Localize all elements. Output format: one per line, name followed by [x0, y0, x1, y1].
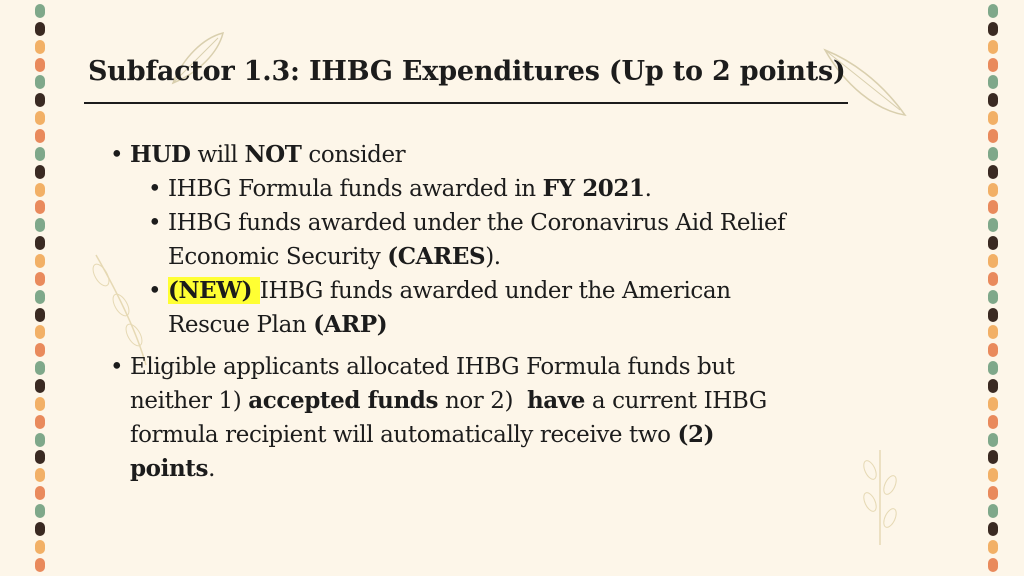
bead-icon: [35, 254, 45, 268]
bead-icon: [988, 558, 998, 572]
sub-bullet-arp: • (NEW) IHBG funds awarded under the American Rescue Plan (ARP): [110, 274, 830, 342]
bead-icon: [35, 93, 45, 107]
bead-icon: [988, 183, 998, 197]
bead-icon: [988, 218, 998, 232]
bead-icon: [988, 522, 998, 536]
bullet-dot: •: [148, 278, 162, 304]
bead-icon: [988, 254, 998, 268]
bead-icon: [35, 468, 45, 482]
bead-icon: [35, 165, 45, 179]
bullet-dot: •: [148, 176, 162, 202]
bullet-dot: •: [110, 142, 124, 168]
bead-icon: [35, 361, 45, 375]
bead-icon: [35, 236, 45, 250]
sub-bullet-fy2021: • IHBG Formula funds awarded in FY 2021.: [110, 172, 830, 206]
bead-icon: [988, 468, 998, 482]
bead-icon: [988, 75, 998, 89]
bead-icon: [988, 325, 998, 339]
page-title: Subfactor 1.3: IHBG Expenditures (Up to 2 points): [88, 56, 846, 87]
bead-icon: [35, 58, 45, 72]
bead-icon: [988, 379, 998, 393]
bead-icon: [988, 4, 998, 18]
bold-text: HUD: [130, 141, 191, 168]
bead-icon: [988, 236, 998, 250]
bead-icon: [35, 343, 45, 357]
bead-icon: [988, 486, 998, 500]
bead-icon: [35, 415, 45, 429]
bead-icon: [35, 40, 45, 54]
bead-icon: [35, 379, 45, 393]
bullet-hud-not-consider: • HUD will NOT consider: [110, 138, 830, 172]
bead-icon: [988, 22, 998, 36]
bead-icon: [988, 40, 998, 54]
bead-icon: [988, 415, 998, 429]
bead-icon: [988, 111, 998, 125]
bead-icon: [35, 504, 45, 518]
bead-icon: [35, 75, 45, 89]
bullet-dot: •: [148, 210, 162, 236]
bead-icon: [988, 540, 998, 554]
new-highlight-tag: (NEW): [168, 277, 260, 304]
bead-icon: [35, 218, 45, 232]
bead-icon: [988, 433, 998, 447]
bead-icon: [35, 272, 45, 286]
bead-icon: [988, 308, 998, 322]
bead-icon: [35, 22, 45, 36]
sub-bullet-cares: • IHBG funds awarded under the Coronavirus Aid Relief Economic Security (CARES).: [110, 206, 830, 274]
bead-icon: [35, 308, 45, 322]
bead-icon: [988, 58, 998, 72]
bead-icon: [988, 343, 998, 357]
bold-text: NOT: [244, 141, 302, 168]
bullet-dot: •: [110, 354, 124, 380]
bead-icon: [35, 325, 45, 339]
bead-icon: [35, 450, 45, 464]
bead-icon: [35, 200, 45, 214]
bead-icon: [988, 504, 998, 518]
bead-icon: [35, 558, 45, 572]
bead-icon: [35, 290, 45, 304]
bead-icon: [988, 397, 998, 411]
bead-icon: [35, 147, 45, 161]
slide-content: [110, 138, 830, 486]
bead-icon: [988, 361, 998, 375]
leaf-icon: [850, 440, 910, 550]
bead-icon: [35, 183, 45, 197]
bead-icon: [35, 540, 45, 554]
bead-icon: [35, 433, 45, 447]
bead-icon: [35, 486, 45, 500]
bead-icon: [988, 450, 998, 464]
bead-icon: [988, 290, 998, 304]
right-bead-border: [984, 0, 1002, 576]
bead-icon: [988, 272, 998, 286]
bead-icon: [35, 4, 45, 18]
bead-icon: [35, 522, 45, 536]
bead-icon: [988, 165, 998, 179]
bead-icon: [35, 397, 45, 411]
title-underline: [84, 102, 848, 104]
bead-icon: [35, 111, 45, 125]
bullet-eligible-applicants: • Eligible applicants allocated IHBG Formula funds but neither 1) accepted funds nor 2) have a current IHBG formula recipient will automatically receive two (2) points.: [110, 350, 830, 486]
left-bead-border: [31, 0, 49, 576]
bead-icon: [988, 147, 998, 161]
bead-icon: [988, 200, 998, 214]
bead-icon: [988, 129, 998, 143]
bead-icon: [35, 129, 45, 143]
bead-icon: [988, 93, 998, 107]
